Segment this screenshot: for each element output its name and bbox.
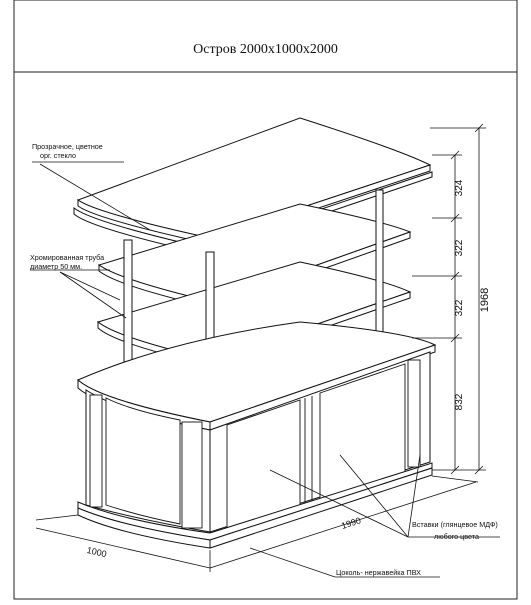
inserts-annotation: [412, 520, 498, 541]
dim-shelf-2: 322: [454, 239, 465, 257]
inserts-annotation-line1: Вставки (глянцевое МДФ): [412, 520, 498, 529]
plinth-annotation: Цоколь- нержавейка ПВХ: [336, 568, 421, 577]
cabinet-left-post: [90, 395, 102, 507]
inserts-annotation-line2: любого цвета: [434, 532, 479, 541]
dim-depth: 1000: [85, 544, 108, 560]
ext-line-depth-left: [36, 515, 78, 520]
dim-shelf-3: 322: [454, 299, 465, 317]
dim-total-height: 1968: [479, 287, 491, 313]
page-title: Остров 2000х1000х2000: [193, 42, 338, 57]
dim-length: 1990: [340, 515, 363, 531]
glass-annotation-line1: Прозрачное, цветное: [32, 142, 103, 151]
glass-annotation-line2: орг. стекло: [40, 151, 77, 160]
tube-annotation-line1: Хромированная труба: [30, 253, 105, 262]
dim-cabinet: 832: [454, 393, 465, 411]
tube-annotation: [30, 253, 104, 271]
ext-line-length-right: [432, 476, 478, 482]
plinth-leader: [250, 548, 335, 577]
cabinet-corner-post: [182, 422, 202, 528]
dim-shelf-top: 324: [454, 179, 465, 197]
chrome-tube-back-right: [376, 190, 383, 340]
glass-annotation: [32, 142, 103, 160]
tube-annotation-line2: диаметр 50 мм.: [30, 262, 83, 271]
cabinet-right-post: [408, 360, 420, 467]
